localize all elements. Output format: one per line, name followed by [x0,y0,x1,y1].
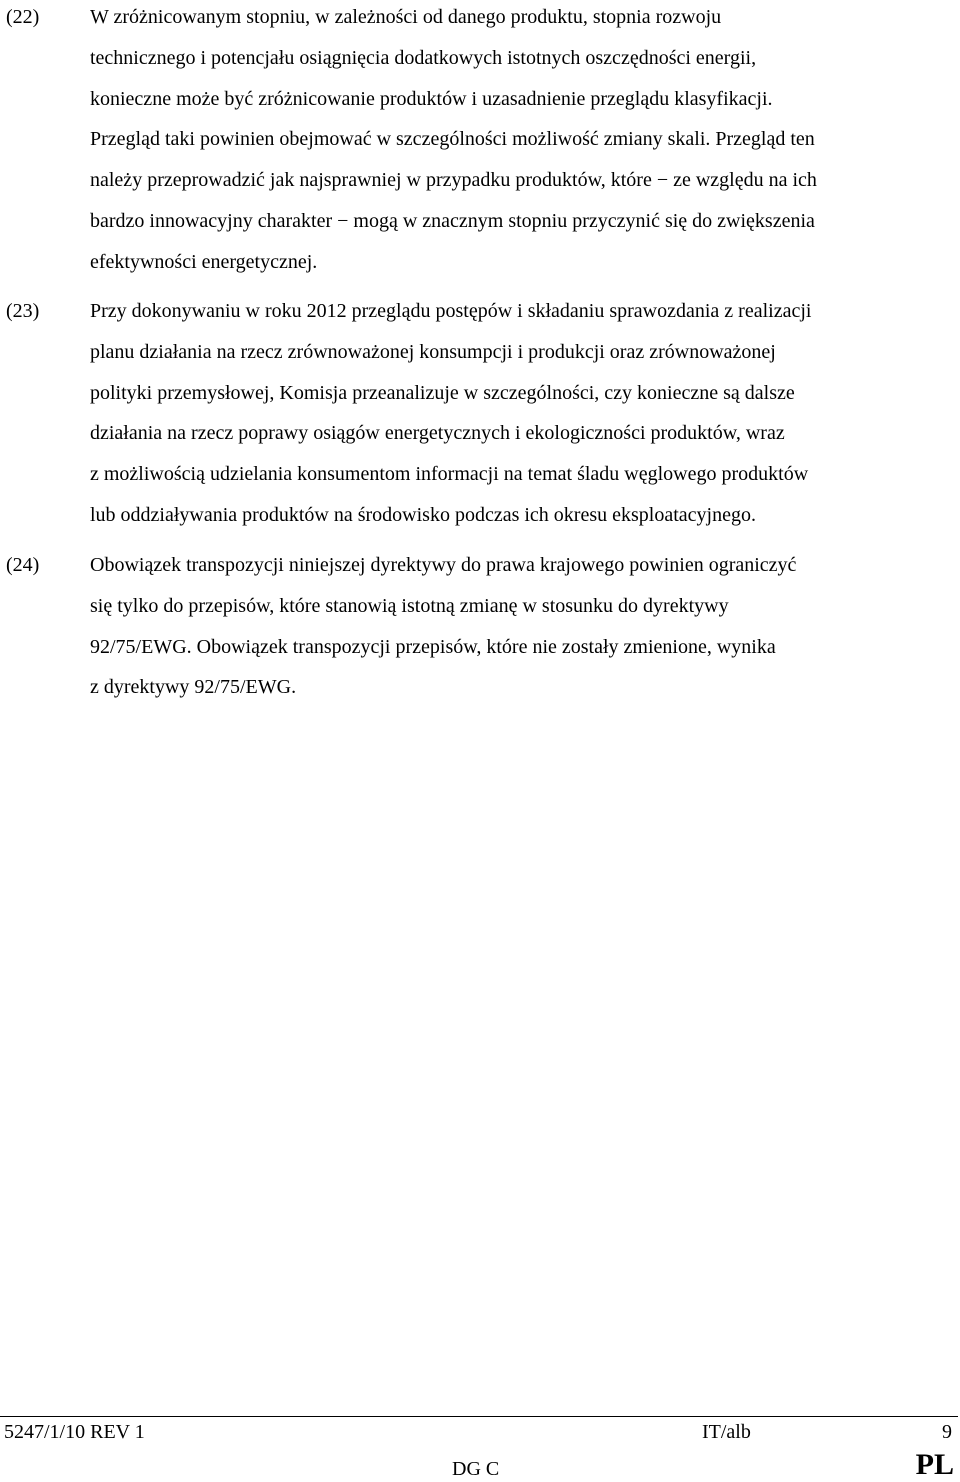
text-line: z dyrektywy 92/75/EWG. [90,676,297,699]
text-line: lub oddziaływania produktów na środowisko podczas ich okresu eksploatacyjnego. [90,503,756,526]
text-line: działania na rzecz poprawy osiągów energetycznych i ekologiczności produktów, wraz [90,422,785,445]
text-line: planu działania na rzecz zrównoważonej konsumpcji i produkcji oraz zrównoważonej [90,340,776,363]
recital-number: (23) [6,300,40,322]
text-line: technicznego i potencjału osiągnięcia dodatkowych istotnych oszczędności energii, [90,46,757,69]
recital-text [90,545,950,708]
text-line: należy przeprowadzić jak najsprawniej w przypadku produktów, które − ze względu na ich [90,169,817,192]
recital-text [90,0,950,283]
text-line: Przy dokonywaniu w roku 2012 przeglądu postępów i składaniu sprawozdania z realizacji [90,300,812,322]
text-line: konieczne może być zróżnicowanie produktów i uzasadnienie przeglądu klasyfikacji. [90,87,773,110]
text-line: Przegląd taki powinien obejmować w szczególności możliwość zmiany skali. Przegląd ten [90,128,815,151]
text-line: polityki przemysłowej, Komisja przeanalizuje w szczególności, czy konieczne są dalsze [90,381,795,404]
text-line: Obowiązek transpozycji niniejszej dyrektywy do prawa krajowego powinien ograniczyć [90,554,797,576]
text-line: W zróżnicowanym stopniu, w zależności od danego produktu, stopnia rozwoju [90,6,722,28]
language-code: PL [915,1448,954,1481]
recital-text [90,291,950,536]
recital-number: (24) [6,554,40,576]
footer-divider [0,1416,958,1417]
text-line: efektywności energetycznej. [90,250,318,273]
page-number: 9 [942,1421,952,1443]
author-initials: IT/alb [702,1421,751,1443]
text-line: z możliwością udzielania konsumentom informacji na temat śladu węglowego produktów [90,463,809,486]
recital-number: (22) [6,6,40,28]
text-line: 92/75/EWG. Obowiązek transpozycji przepisów, które nie zostały zmienione, wynika [90,635,776,658]
text-line: bardzo innowacyjny charakter − mogą w znacznym stopniu przyczynić się do zwiększenia [90,209,815,232]
text-line: się tylko do przepisów, które stanowią istotną zmianę w stosunku do dyrektywy [90,594,729,617]
directorate-general: DG C [452,1458,500,1480]
document-reference: 5247/1/10 REV 1 [4,1421,145,1443]
